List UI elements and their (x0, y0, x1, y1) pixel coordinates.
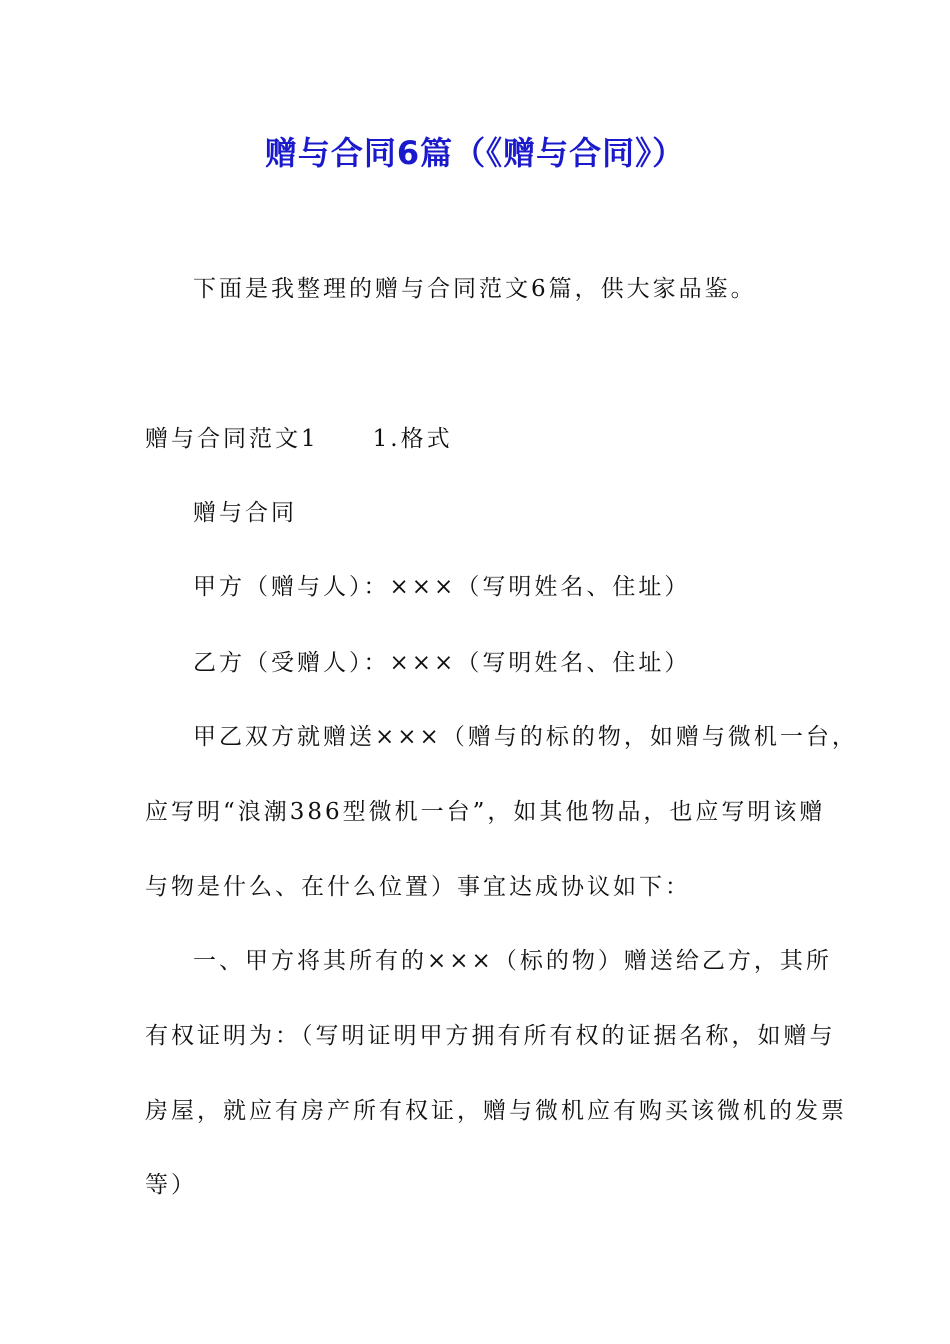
paragraph-1-line: 甲乙双方就赠送×××（赠与的标的物，如赠与微机一台， (193, 724, 858, 750)
section-heading: 赠与合同范文1 (145, 426, 319, 452)
paragraph-2-line: 房屋，就应有房产所有权证，赠与微机应有购买该微机的发票 (145, 1098, 847, 1124)
paragraph-2-line: 一、甲方将其所有的×××（标的物）赠送给乙方，其所 (193, 948, 832, 974)
paragraph-1-line: 应写明“浪潮386型微机一台”，如其他物品，也应写明该赠 (145, 799, 826, 825)
party-a-line: 甲方（赠与人）：×××（写明姓名、住址） (193, 574, 691, 600)
contract-title: 赠与合同 (193, 500, 297, 526)
party-b-line: 乙方（受赠人）：×××（写明姓名、住址） (193, 650, 691, 676)
document-title: 赠与合同6篇（《赠与合同》） (264, 134, 686, 172)
paragraph-1-line: 与物是什么、在什么位置）事宜达成协议如下： (145, 874, 691, 900)
paragraph-2-line: 等） (145, 1172, 197, 1198)
paragraph-2-line: 有权证明为：（写明证明甲方拥有所有权的证据名称，如赠与 (145, 1023, 836, 1049)
section-heading-line (145, 420, 453, 453)
intro-text: 下面是我整理的赠与合同范文6篇，供大家品鉴。 (193, 276, 757, 302)
section-subheading: 1.格式 (372, 426, 453, 452)
